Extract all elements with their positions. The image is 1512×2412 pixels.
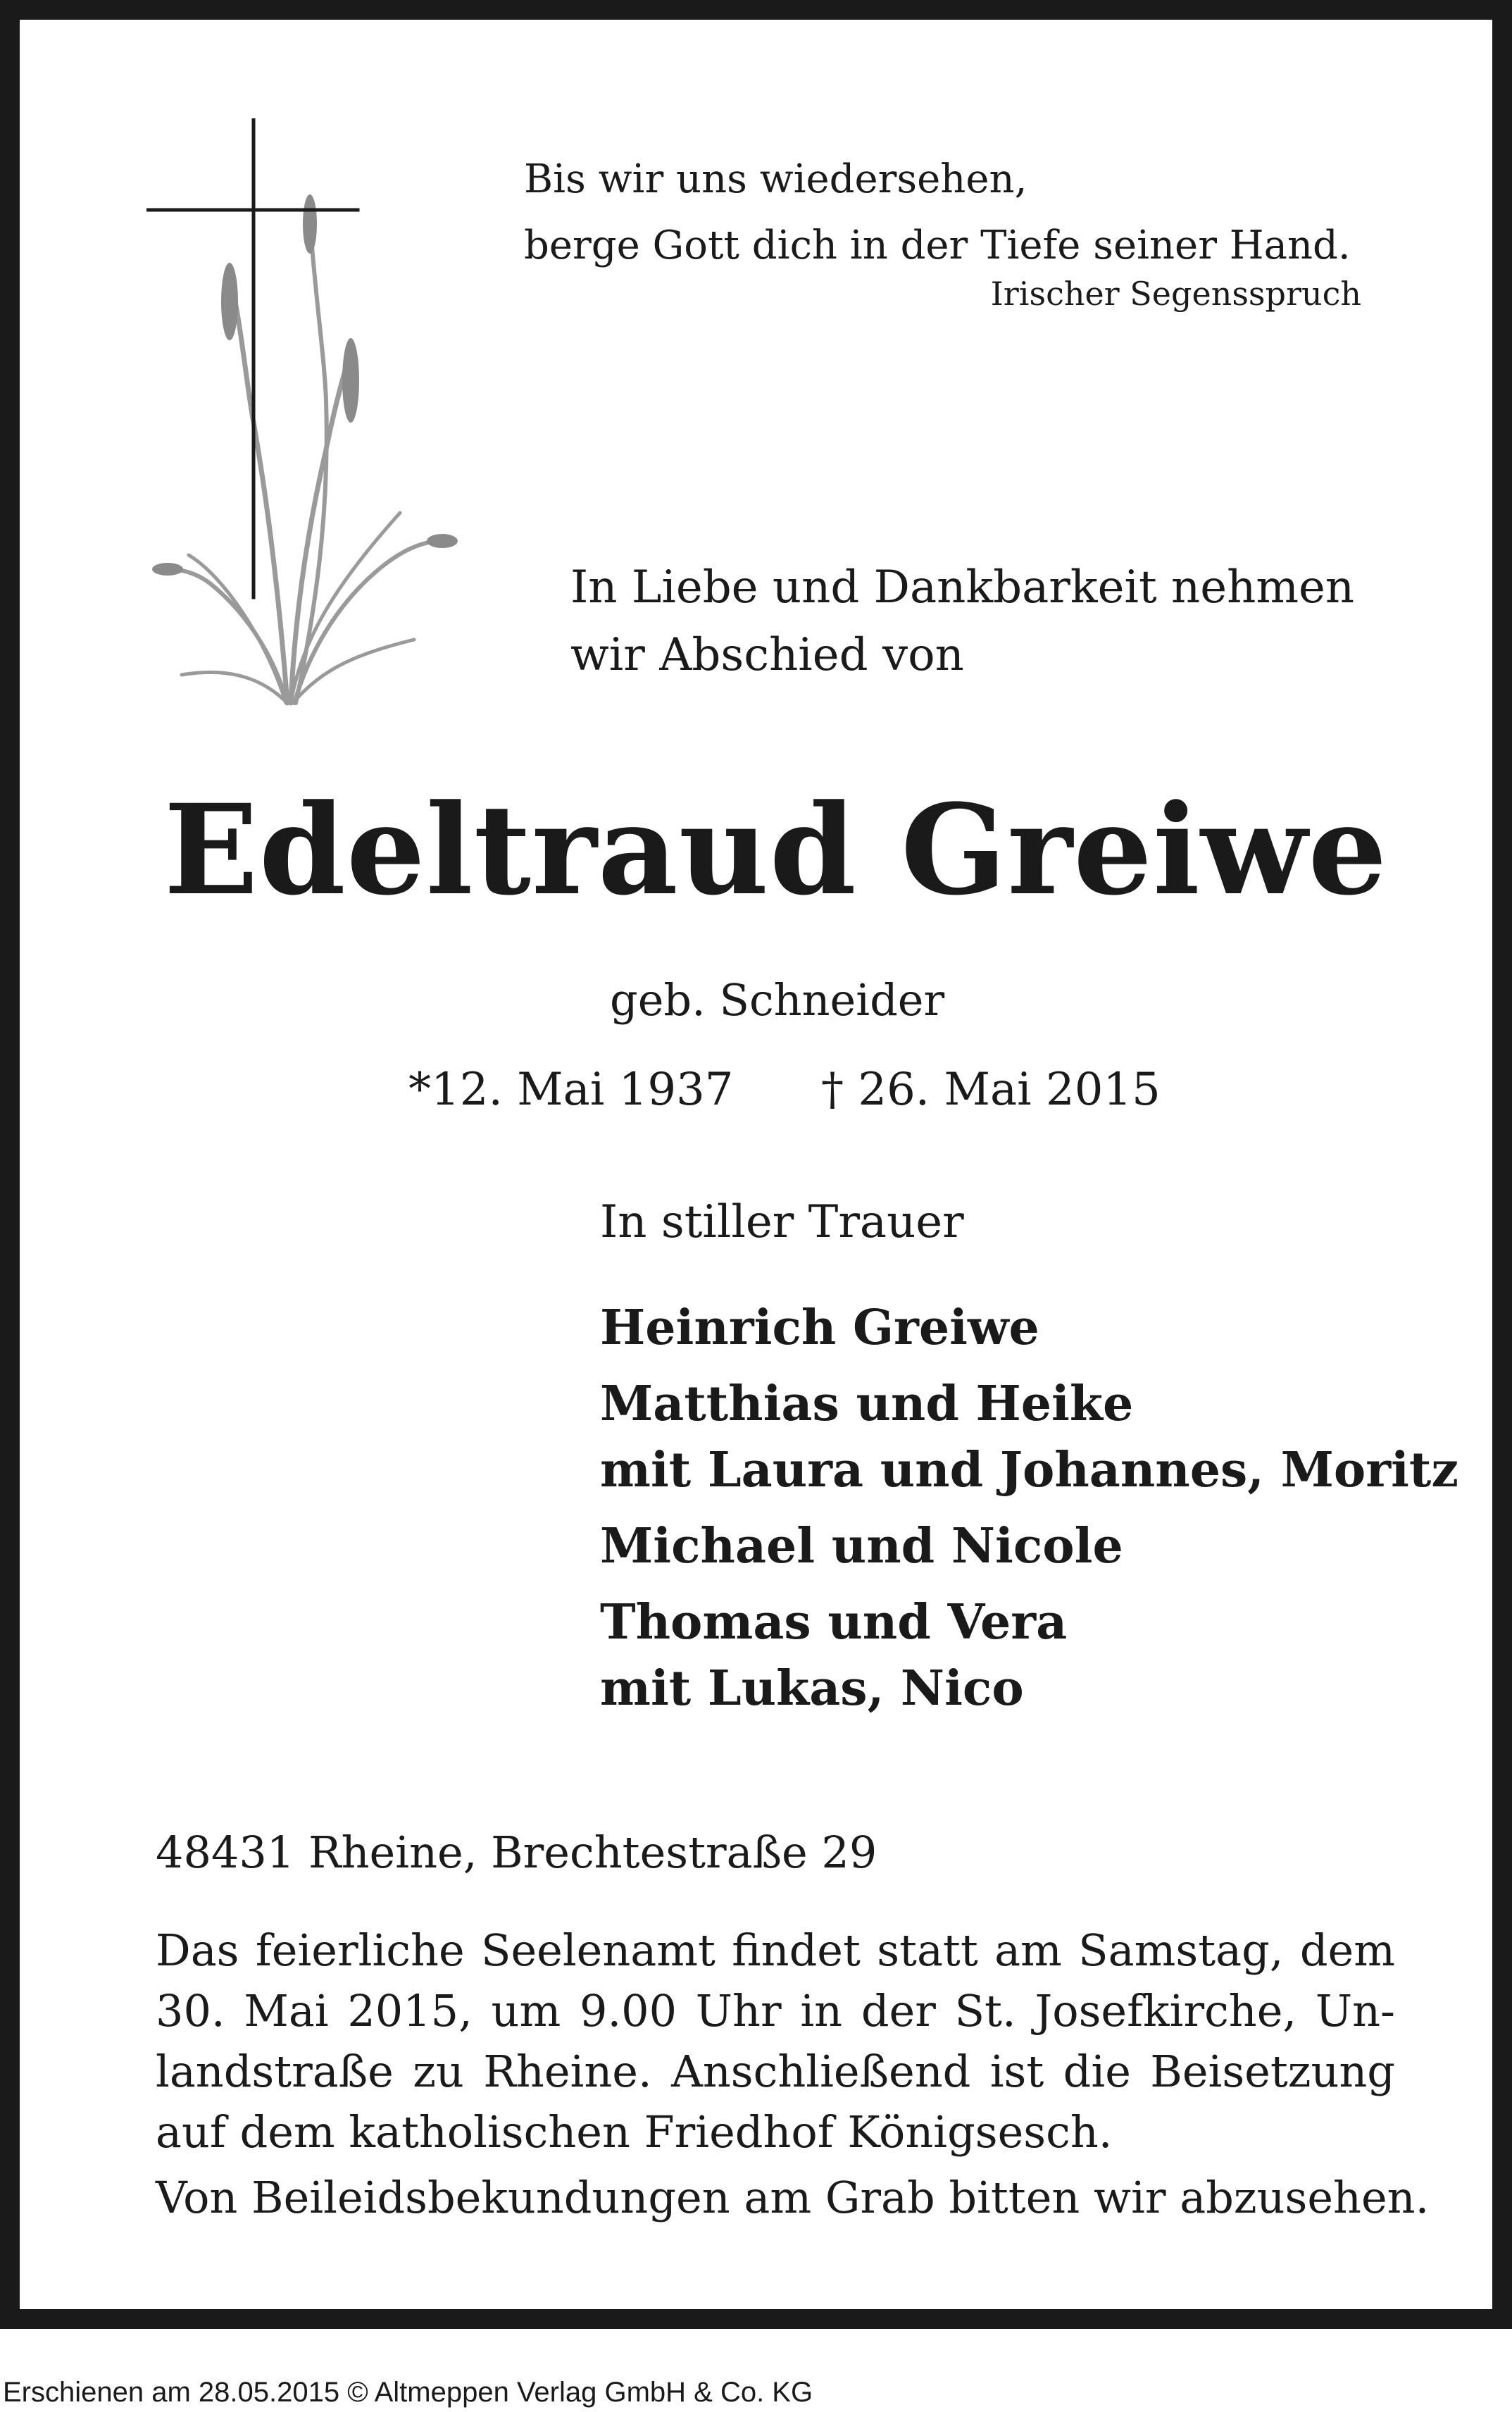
service-line: Das feierliche Seelenamt findet statt am Samstag, dem <box>156 1925 1395 1976</box>
mourner-line: mit Lukas, Nico <box>600 1660 1024 1717</box>
intro-line-1: In Liebe und Dankbarkeit nehmen <box>570 561 1355 614</box>
mourner-line: Thomas und Vera <box>600 1594 1068 1651</box>
intro-text <box>570 554 1354 689</box>
intro-line-2: wir Abschied von <box>570 629 964 681</box>
deceased-name: Edeltraud Greiwe <box>163 777 1388 923</box>
mourner-group <box>600 1589 1458 1722</box>
motto-source: Irischer Segensspruch <box>990 275 1361 313</box>
mourner-list <box>600 1295 1458 1732</box>
mourner-line: mit Laura und Johannes, Moritz <box>600 1442 1458 1498</box>
motto-line-2: berge Gott dich in der Tiefe seiner Hand. <box>524 223 1351 268</box>
motto-line-1: Bis wir uns wiedersehen, <box>524 156 1027 202</box>
mourner-line: Michael und Nicole <box>600 1518 1123 1574</box>
service-announcement <box>156 1920 1395 2163</box>
mourner-group <box>600 1295 1458 1361</box>
service-line: auf dem katholischen Friedhof Königsesch. <box>156 2106 1113 2158</box>
mourner-line: Heinrich Greiwe <box>600 1300 1039 1356</box>
mourning-heading: In stiller Trauer <box>600 1196 964 1248</box>
publication-footer: Erschienen am 28.05.2015 © Altmeppen Verlag GmbH & Co. KG <box>3 2377 813 2408</box>
cross-with-reeds-icon <box>146 118 470 717</box>
mourner-group <box>600 1371 1458 1503</box>
service-line: landstraße zu Rheine. Anschließend ist die Beisetzung <box>156 2046 1395 2097</box>
mourner-group <box>600 1513 1458 1579</box>
birth-date: *12. Mai 1937 <box>408 1064 734 1116</box>
condolence-note: Von Beileidsbekundungen am Grab bitten wir abzusehen. <box>156 2172 1430 2223</box>
family-address: 48431 Rheine, Brechtestraße 29 <box>156 1827 877 1878</box>
motto-verse <box>524 147 1351 279</box>
service-line: 30. Mai 2015, um 9.00 Uhr in der St. Josefkirche, Un- <box>156 1985 1395 2037</box>
death-date: † 26. Mai 2015 <box>821 1064 1161 1116</box>
mourner-line: Matthias und Heike <box>600 1376 1134 1432</box>
maiden-name: geb. Schneider <box>610 974 945 1026</box>
